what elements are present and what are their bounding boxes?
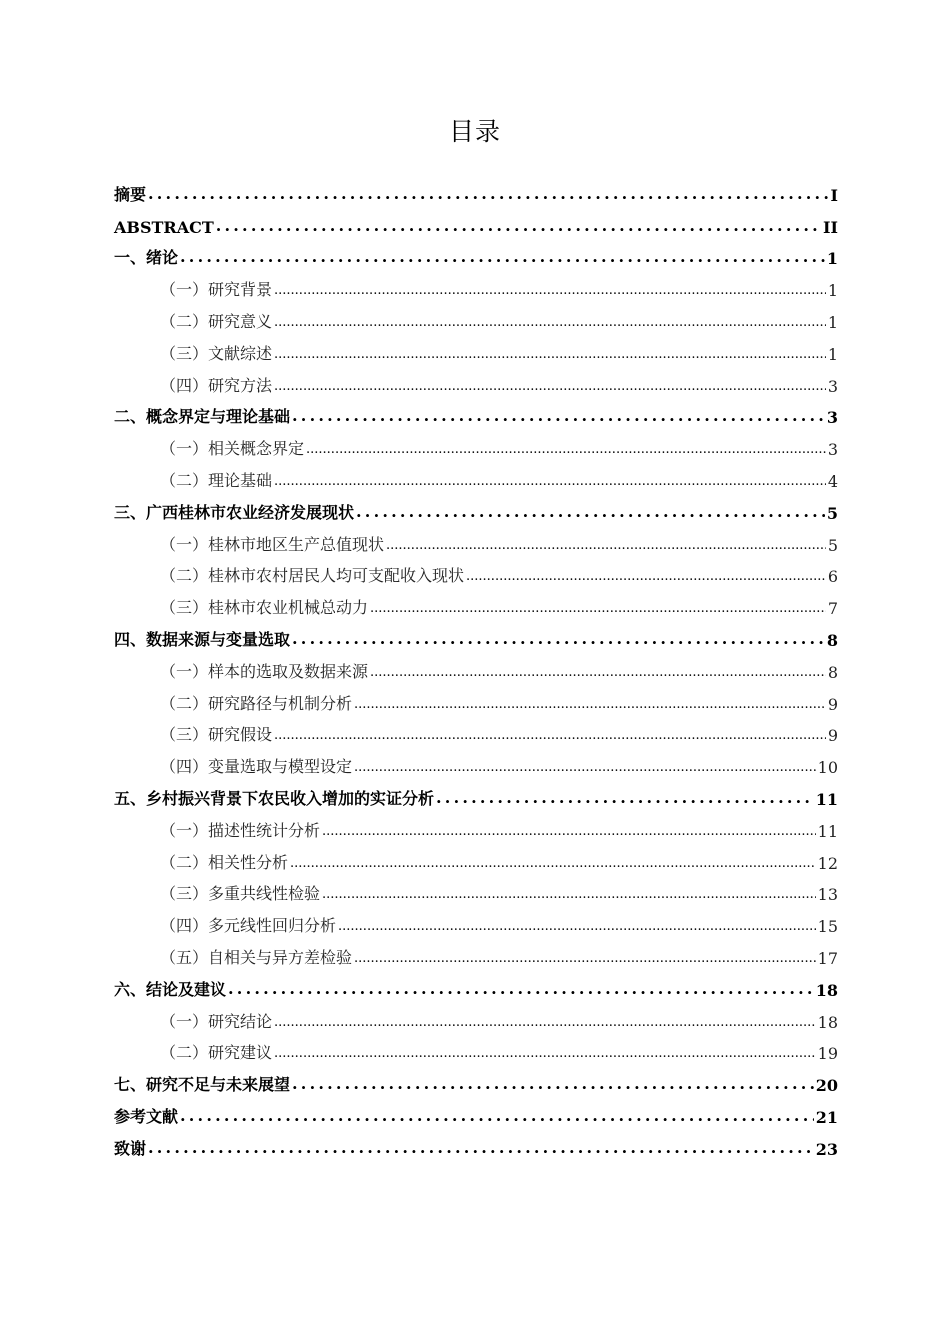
toc-entry-label: （三）研究假设 (160, 725, 273, 745)
toc-entry-page: 5 (826, 503, 838, 523)
toc-leader-dots (356, 502, 825, 521)
toc-entry-label: （二）相关性分析 (160, 852, 289, 872)
toc-leader-dots (338, 915, 816, 934)
toc-leader-dots (180, 247, 825, 266)
toc-entry-label: 参考文献 (114, 1106, 179, 1126)
toc-entry[interactable] (114, 369, 838, 401)
toc-entry-label: （二）桂林市农村居民人均可支配收入现状 (160, 566, 465, 586)
toc-entry[interactable] (114, 242, 838, 274)
toc-entry-page: 12 (817, 853, 838, 873)
toc-entry-page: I (830, 185, 838, 205)
toc-leader-dots (322, 883, 816, 902)
toc-entry-label: （一）研究结论 (160, 1011, 273, 1031)
toc-entry[interactable] (114, 909, 838, 941)
toc-entry-label: 致谢 (114, 1138, 147, 1158)
toc-entry[interactable] (114, 750, 838, 782)
toc-leader-dots (228, 979, 814, 998)
toc-entry[interactable] (114, 305, 838, 337)
toc-entry[interactable] (114, 687, 838, 719)
toc-entry-number: 四、 (114, 629, 147, 649)
toc-leader-dots (306, 438, 826, 457)
toc-entry[interactable] (114, 560, 838, 592)
toc-leader-dots (274, 1011, 816, 1030)
toc-entry-label: （三）文献综述 (160, 343, 273, 363)
toc-entry[interactable] (114, 1132, 838, 1164)
toc-leader-dots (274, 343, 826, 362)
toc-entry-page: 21 (815, 1107, 838, 1127)
toc-entry-page: 23 (815, 1139, 838, 1159)
toc-entry-page: 8 (827, 662, 838, 682)
toc-entry[interactable] (114, 496, 838, 528)
toc-entry-label: 研究不足与未来展望 (146, 1075, 291, 1095)
toc-entry-label: （一）相关概念界定 (160, 439, 305, 459)
toc-entry-label: 广西桂林市农业经济发展现状 (146, 502, 355, 522)
toc-leader-dots (290, 852, 816, 871)
toc-entry-number: 三、 (114, 502, 147, 522)
toc-entry-number: 七、 (114, 1075, 147, 1095)
toc-entry[interactable] (114, 273, 838, 305)
toc-leader-dots (436, 788, 814, 807)
toc-entry[interactable] (114, 719, 838, 751)
toc-entry-page: 17 (817, 948, 838, 968)
toc-entry-page: 15 (817, 917, 838, 937)
toc-entry[interactable] (114, 1100, 838, 1132)
toc-entry-label: （二）研究路径与机制分析 (160, 693, 353, 713)
toc-entry-page: 6 (827, 567, 838, 587)
toc-entry-label: （一）描述性统计分析 (160, 820, 321, 840)
toc-entry[interactable] (114, 591, 838, 623)
table-of-contents (114, 178, 838, 1164)
toc-entry-number: 六、 (114, 979, 147, 999)
toc-entry-label: 数据来源与变量选取 (146, 629, 291, 649)
toc-entry[interactable] (114, 528, 838, 560)
toc-entry[interactable] (114, 846, 838, 878)
toc-leader-dots (148, 184, 829, 203)
toc-entry-page: II (823, 217, 838, 237)
toc-entry-label: 概念界定与理论基础 (146, 407, 291, 427)
toc-entry-page: 3 (826, 408, 838, 428)
toc-entry[interactable] (114, 432, 838, 464)
toc-entry[interactable] (114, 1068, 838, 1100)
toc-entry-page: 13 (817, 885, 838, 905)
toc-leader-dots (322, 820, 816, 839)
toc-entry[interactable] (114, 655, 838, 687)
toc-entry-label: 绪论 (146, 248, 179, 268)
toc-entry-label: （一）研究背景 (160, 280, 273, 300)
toc-entry[interactable] (114, 210, 838, 242)
toc-leader-dots (386, 534, 826, 553)
toc-leader-dots (274, 375, 826, 394)
toc-entry-page: 5 (827, 535, 838, 555)
toc-entry-page: 1 (827, 281, 838, 301)
toc-title: 目录 (448, 117, 501, 146)
toc-leader-dots (466, 565, 826, 584)
toc-entry-page: 4 (827, 471, 838, 491)
toc-leader-dots (274, 1042, 816, 1061)
toc-entry-label: 摘要 (114, 184, 147, 204)
toc-leader-dots (370, 661, 826, 680)
toc-entry-page: 3 (827, 440, 838, 460)
toc-entry-page: 18 (817, 1012, 838, 1032)
toc-entry-label: （四）变量选取与模型设定 (160, 757, 353, 777)
toc-entry-page: 1 (826, 249, 838, 269)
toc-entry[interactable] (114, 973, 838, 1005)
toc-entry-page: 3 (827, 376, 838, 396)
toc-leader-dots (274, 311, 826, 330)
toc-entry-label: （一）样本的选取及数据来源 (160, 661, 369, 681)
toc-entry[interactable] (114, 782, 838, 814)
toc-entry[interactable] (114, 814, 838, 846)
toc-entry[interactable] (114, 1037, 838, 1069)
toc-leader-dots (370, 597, 826, 616)
toc-entry[interactable] (114, 464, 838, 496)
toc-entry-page: 8 (826, 630, 838, 650)
toc-entry-label: （二）研究建议 (160, 1043, 273, 1063)
toc-leader-dots (180, 1106, 814, 1125)
toc-entry-page: 11 (817, 821, 838, 841)
toc-leader-dots (354, 693, 826, 712)
toc-entry-page: 1 (827, 344, 838, 364)
toc-entry-page: 9 (827, 694, 838, 714)
toc-leader-dots (274, 279, 826, 298)
toc-leader-dots (274, 724, 826, 743)
toc-entry-label: 结论及建议 (146, 979, 227, 999)
toc-entry-page: 20 (815, 1076, 838, 1096)
toc-entry[interactable] (114, 401, 838, 433)
toc-entry[interactable] (114, 178, 838, 210)
toc-entry[interactable] (114, 1005, 838, 1037)
toc-entry-label: （二）理论基础 (160, 470, 273, 490)
toc-entry-number: 二、 (114, 407, 147, 427)
toc-leader-dots (292, 1074, 814, 1093)
toc-leader-dots (292, 406, 825, 425)
toc-entry-page: 10 (817, 758, 838, 778)
toc-entry-label: （三）桂林市农业机械总动力 (160, 598, 369, 618)
toc-entry-page: 18 (815, 980, 838, 1000)
toc-entry[interactable] (114, 878, 838, 910)
toc-entry-label: （五）自相关与异方差检验 (160, 947, 353, 967)
toc-entry[interactable] (114, 941, 838, 973)
toc-leader-dots (216, 216, 821, 235)
toc-entry-label: 乡村振兴背景下农民收入增加的实证分析 (146, 788, 435, 808)
toc-entry-label: ABSTRACT (114, 217, 214, 237)
toc-entry-label: （一）桂林市地区生产总值现状 (160, 534, 385, 554)
toc-entry[interactable] (114, 337, 838, 369)
toc-leader-dots (274, 470, 826, 489)
toc-leader-dots (148, 1138, 814, 1157)
toc-entry-label: （三）多重共线性检验 (160, 884, 321, 904)
toc-entry-page: 1 (827, 312, 838, 332)
toc-entry-page: 7 (827, 599, 838, 619)
toc-entry-label: （四）多元线性回归分析 (160, 916, 337, 936)
toc-entry-number: 一、 (114, 248, 147, 268)
toc-entry-label: （四）研究方法 (160, 375, 273, 395)
toc-entry-page: 19 (817, 1044, 838, 1064)
toc-entry-page: 9 (827, 726, 838, 746)
toc-entry-label: （二）研究意义 (160, 311, 273, 331)
toc-leader-dots (354, 756, 816, 775)
toc-entry[interactable] (114, 623, 838, 655)
toc-leader-dots (354, 947, 816, 966)
toc-entry-number: 五、 (114, 788, 147, 808)
toc-entry-page: 11 (815, 789, 838, 809)
toc-leader-dots (292, 629, 825, 648)
